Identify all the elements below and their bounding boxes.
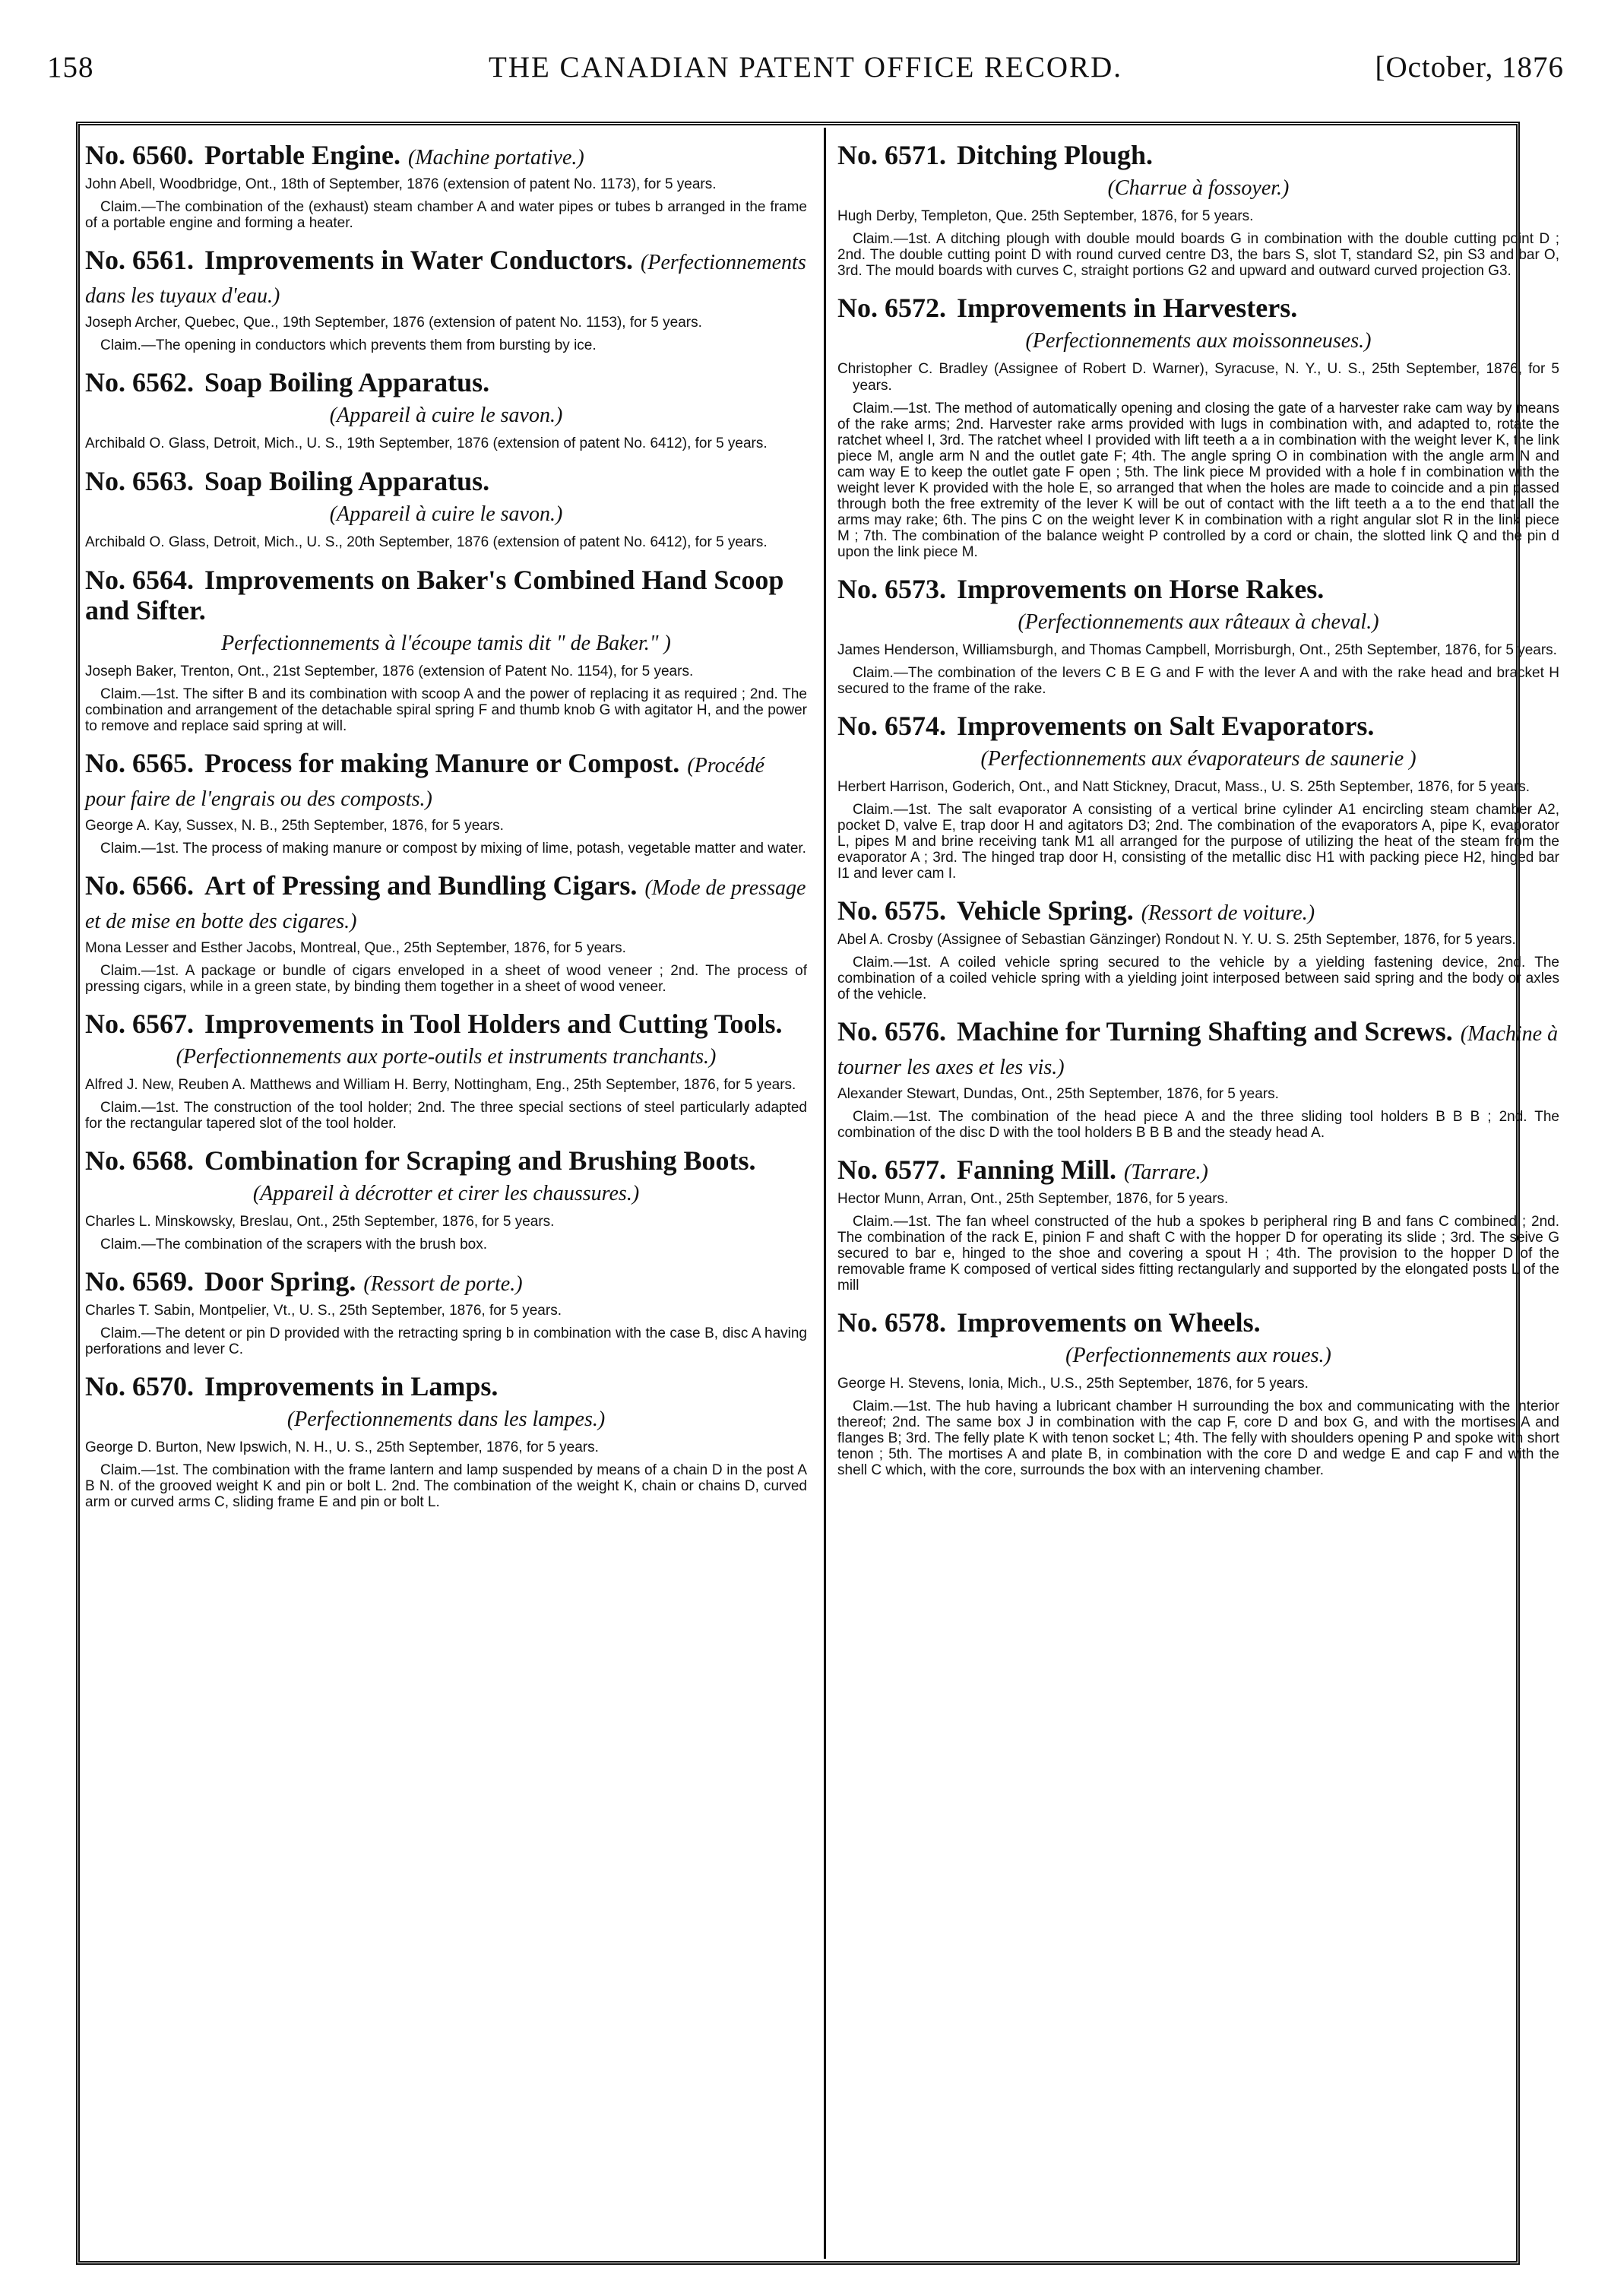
patent-claim: Claim.—1st. The construction of the tool holder; 2nd. The three special sections of steel particularly adapted for the rectangular tapered slot of the tool holder. bbox=[85, 1100, 807, 1132]
patent-heading bbox=[85, 748, 807, 815]
patent-number: No. 6577. bbox=[837, 1154, 946, 1185]
patent-heading bbox=[85, 140, 807, 173]
patent-heading bbox=[837, 1016, 1559, 1083]
patent-french-title: (Appareil à cuire le savon.) bbox=[329, 404, 563, 427]
patent-entry bbox=[85, 1009, 807, 1132]
patent-number: No. 6560. bbox=[85, 140, 194, 170]
patent-french-title: (Procédé pour faire de l'engrais ou des composts.) bbox=[85, 754, 764, 811]
patent-heading bbox=[85, 466, 807, 496]
patent-claim: Claim.—The combination of the scrapers with the brush box. bbox=[100, 1237, 488, 1253]
patent-title: Machine for Turning Shafting and Screws. bbox=[957, 1016, 1453, 1047]
patent-number: No. 6573. bbox=[837, 574, 946, 604]
patent-title: Fanning Mill. bbox=[957, 1154, 1117, 1185]
patent-entry bbox=[85, 748, 807, 857]
patent-heading bbox=[85, 1009, 807, 1039]
patent-number: No. 6568. bbox=[85, 1145, 194, 1176]
patent-title: Combination for Scraping and Brushing Boots. bbox=[204, 1145, 756, 1176]
patent-heading bbox=[837, 140, 1559, 170]
patent-french-title: (Machine à tourner les axes et les vis.) bbox=[837, 1022, 1559, 1079]
patent-applicant: Archibald O. Glass, Detroit, Mich., U. S., 19th September, 1876 (extension of patent No. 6412), for 5 years. bbox=[85, 435, 768, 451]
patent-claim: Claim.—1st. The combination of the head piece A and the three sliding tool holders B B B ; 2nd. The combination of the disc D with the tool holders B B B and the steady head A. bbox=[837, 1109, 1559, 1141]
patent-heading bbox=[837, 1307, 1559, 1338]
column-rule bbox=[824, 128, 826, 2259]
left-column bbox=[85, 140, 807, 1524]
patent-entry bbox=[85, 1371, 807, 1510]
patent-heading bbox=[837, 1154, 1559, 1188]
patent-entry bbox=[837, 293, 1559, 560]
patent-claim: Claim.—1st. A ditching plough with double mould boards G in combination with the double cutting point D ; 2nd. The double cutting point D with round curved centre D3, the bars S, slot T, standard S2, pin S3 and bar O, 3rd. The mould boards with curves C, straight portions G2 and upward and outward curved projection G3. bbox=[837, 231, 1559, 279]
patent-number: No. 6576. bbox=[837, 1016, 946, 1047]
patent-claim: Claim.—1st. A package or bundle of cigars enveloped in a sheet of wood veneer ; 2nd. The process of pressing cigars, while in a green state, by binding them together in a sheet of wood veneer. bbox=[85, 963, 807, 995]
patent-french-title: (Ressort de voiture.) bbox=[1141, 901, 1315, 925]
patent-heading bbox=[85, 245, 807, 312]
patent-number: No. 6566. bbox=[85, 870, 194, 901]
patent-french-title: Perfectionnements à l'écoupe tamis dit " de Baker." ) bbox=[221, 632, 671, 655]
patent-title: Improvements on Wheels. bbox=[957, 1307, 1261, 1338]
patent-applicant: Hugh Derby, Templeton, Que. 25th September, 1876, for 5 years. bbox=[837, 208, 1254, 224]
journal-title: THE CANADIAN PATENT OFFICE RECORD. bbox=[489, 51, 1122, 84]
patent-number: No. 6569. bbox=[85, 1266, 194, 1297]
patent-applicant: Alexander Stewart, Dundas, Ont., 25th September, 1876, for 5 years. bbox=[837, 1086, 1279, 1102]
patent-entry bbox=[837, 895, 1559, 1002]
patent-claim: Claim.—1st. The process of making manure or compost by mixing of lime, potash, vegetable matter and water. bbox=[100, 841, 806, 857]
patent-title: Ditching Plough. bbox=[957, 140, 1154, 170]
patent-applicant: Hector Munn, Arran, Ont., 25th September, 1876, for 5 years. bbox=[837, 1191, 1229, 1207]
patent-entry bbox=[837, 711, 1559, 882]
patent-claim: Claim.—The combination of the (exhaust) steam chamber A and water pipes or tubes b arranged in the frame of a portable engine and forming a heater. bbox=[85, 199, 807, 231]
patent-claim: Claim.—1st. The sifter B and its combination with scoop A and the power of replacing it as required ; 2nd. The combination and arrangement of the detachable spiral spring F and thumb knob G with agitator H, and the power to remove and replace said spring at will. bbox=[85, 686, 807, 734]
patent-applicant: Mona Lesser and Esther Jacobs, Montreal, Que., 25th September, 1876, for 5 years. bbox=[85, 940, 626, 956]
patent-applicant: George H. Stevens, Ionia, Mich., U.S., 25th September, 1876, for 5 years. bbox=[837, 1376, 1309, 1392]
patent-applicant: Charles L. Minskowsky, Breslau, Ont., 25th September, 1876, for 5 years. bbox=[85, 1214, 555, 1230]
patent-number: No. 6561. bbox=[85, 245, 194, 275]
patent-claim: Claim.—1st. The salt evaporator A consisting of a vertical brine cylinder A1 encircling steam chamber A2, pocket D, valve E, trap door H and agitators D3; 2nd. The combination of the evaporators A, pipe K, evaporator L, pipes M and brine receiving tank M1 all arranged for the purpose of utilizing the heat of the steam from the evaporator A ; 3rd. The hinged trap door H, consisting of the metallic disc H1 with packing piece H2, hinged bar I1 and lever cam I. bbox=[837, 802, 1559, 882]
patent-applicant: Archibald O. Glass, Detroit, Mich., U. S., 20th September, 1876 (extension of patent No. 6412), for 5 years. bbox=[85, 534, 768, 550]
patent-heading bbox=[837, 293, 1559, 323]
patent-french-title: (Perfectionnements dans les tuyaux d'eau.) bbox=[85, 251, 806, 308]
patent-title: Door Spring. bbox=[204, 1266, 356, 1297]
patent-heading bbox=[85, 367, 807, 397]
patent-french-title: (Perfectionnements aux porte-outils et instruments tranchants.) bbox=[176, 1045, 717, 1069]
issue-date: [October, 1876 bbox=[1375, 51, 1564, 84]
patent-heading bbox=[85, 870, 807, 937]
patent-title: Soap Boiling Apparatus. bbox=[204, 367, 490, 397]
patent-number: No. 6570. bbox=[85, 1371, 194, 1401]
patent-french-title: (Perfectionnements dans les lampes.) bbox=[286, 1408, 606, 1431]
patent-applicant: Joseph Baker, Trenton, Ont., 21st September, 1876 (extension of Patent No. 1154), for 5 years. bbox=[85, 663, 694, 679]
patent-entry bbox=[85, 367, 807, 452]
patent-title: Improvements in Tool Holders and Cutting Tools. bbox=[204, 1009, 783, 1039]
patent-heading bbox=[837, 895, 1559, 929]
patent-title: Improvements on Horse Rakes. bbox=[957, 574, 1325, 604]
patent-entry bbox=[85, 870, 807, 995]
patent-applicant: George A. Kay, Sussex, N. B., 25th September, 1876, for 5 years. bbox=[85, 818, 504, 834]
patent-applicant: Herbert Harrison, Goderich, Ont., and Natt Stickney, Dracut, Mass., U. S. 25th September, 1876, for 5 years. bbox=[837, 779, 1530, 795]
patent-french-title: (Tarrare.) bbox=[1124, 1161, 1208, 1184]
patent-claim: Claim.—1st. The hub having a lubricant chamber H surrounding the box and communicating with the interior thereof; 2nd. The same box J in combination with the cap F, core D and box G, and with the mortises A and flanges B; 3rd. The felly plate K with tenon socket L; 4th. The felly with shoulders opening P and spoke with short tenon ; 5th. The mortises A and plate B, in combination with the core D and wedge E and cap F and with the shell C which, with the core, surrounds the box with an intervening chamber. bbox=[837, 1398, 1559, 1478]
patent-title: Improvements on Baker's Combined Hand Scoop and Sifter. bbox=[85, 565, 784, 625]
patent-claim: Claim.—The detent or pin D provided with the retracting spring b in combination with the case B, disc A having perforations and lever C. bbox=[85, 1325, 807, 1357]
patent-entry bbox=[837, 1154, 1559, 1294]
patent-claim: Claim.—1st. The combination with the frame lantern and lamp suspended by means of a chain D in the post A B N. of the grooved weight K and pin or bolt L. 2nd. The combination of the weight K, chain or chains D, curved arm or curved arms C, sliding frame E and pin or bolt L. bbox=[85, 1462, 807, 1510]
patent-applicant: James Henderson, Williamsburgh, and Thomas Campbell, Morrisburgh, Ont., 25th September, 1876, for 5 years. bbox=[837, 642, 1557, 658]
patent-number: No. 6562. bbox=[85, 367, 194, 397]
patent-heading bbox=[85, 1371, 807, 1401]
patent-french-title: (Perfectionnements aux évaporateurs de saunerie ) bbox=[980, 747, 1416, 771]
patent-claim: Claim.—1st. The method of automatically opening and closing the gate of a harvester rake cam way by means of the rake arms; 2nd. Harvester rake arms provided with lugs in combination with, and adapted to, rotate the ratchet wheel I, 3rd. The ratchet wheel I provided with lift teeth a a in combination with the weight lever K, the link piece M, angle arm N and the outlet gate F; 4th. The angle spring O in combination with the angle arm N and cam way E to keep the outlet gate F open ; 5th. The link piece M provided with a hole f in combination with the weight lever K provided with the hole E, so arranged that when the holes are made to coincide and a pin passed through both the free extremity of the lever K will be out of contact with the lift teeth a a to the end that all the arms may rake; 6th. The pins C on the weight lever K in combination with a right angular slot R in the link piece M ; 7th. The combination of the balance weight P controlled by a cord or chain, the slotted link Q and the pin d upon the link piece M. bbox=[837, 401, 1559, 560]
patent-entry bbox=[837, 140, 1559, 279]
patent-claim: Claim.—1st. A coiled vehicle spring secured to the vehicle by a yielding fastening device, 2nd. The combination of a coiled vehicle spring with a yielding joint interposed between said spring and the body or axles of the vehicle. bbox=[837, 955, 1559, 1002]
patent-title: Vehicle Spring. bbox=[957, 895, 1134, 926]
right-column bbox=[837, 140, 1559, 1492]
patent-number: No. 6564. bbox=[85, 565, 194, 595]
patent-heading bbox=[85, 1266, 807, 1300]
running-head bbox=[47, 50, 1564, 87]
patent-entry bbox=[85, 1145, 807, 1253]
patent-entry bbox=[837, 1016, 1559, 1141]
patent-number: No. 6574. bbox=[837, 711, 946, 741]
patent-title: Process for making Manure or Compost. bbox=[204, 748, 680, 778]
patent-title: Improvements on Salt Evaporators. bbox=[957, 711, 1375, 741]
patent-number: No. 6567. bbox=[85, 1009, 194, 1039]
patent-entry bbox=[837, 1307, 1559, 1478]
patent-claim: Claim.—1st. The fan wheel constructed of the hub a spokes b peripheral ring B and fans C combined ; 2nd. The combination of the rack E, pinion F and shaft C with the hopper D for operating its slide ; 3rd. The seive G secured to bar e, hinged to the shoe and covering a spout H ; 4th. The provision to the hopper D of the removable frame K composed of vertical sides fitting rectangularly and supported by the elongated posts L of the mill bbox=[837, 1214, 1559, 1294]
patent-title: Portable Engine. bbox=[204, 140, 400, 170]
patent-french-title: (Appareil à décrotter et cirer les chaussures.) bbox=[252, 1182, 640, 1205]
patent-entry bbox=[837, 574, 1559, 697]
patent-french-title: (Charrue à fossoyer.) bbox=[1107, 176, 1290, 200]
patent-applicant: Charles T. Sabin, Montpelier, Vt., U. S., 25th September, 1876, for 5 years. bbox=[85, 1303, 562, 1319]
patent-number: No. 6572. bbox=[837, 293, 946, 323]
patent-french-title: (Machine portative.) bbox=[408, 146, 584, 169]
patent-entry bbox=[85, 245, 807, 353]
patent-entry bbox=[85, 466, 807, 551]
patent-heading bbox=[837, 574, 1559, 604]
patent-applicant: John Abell, Woodbridge, Ont., 18th of September, 1876 (extension of patent No. 1173), for 5 years. bbox=[85, 176, 717, 192]
patent-applicant: Alfred J. New, Reuben A. Matthews and William H. Berry, Nottingham, Eng., 25th September, 1876, for 5 years. bbox=[85, 1077, 796, 1093]
patent-number: No. 6571. bbox=[837, 140, 946, 170]
patent-applicant: Christopher C. Bradley (Assignee of Robert D. Warner), Syracuse, N. Y., U. S., 25th September, 1876, for 5 years. bbox=[837, 361, 1559, 394]
patent-heading bbox=[85, 1145, 807, 1176]
patent-claim: Claim.—The combination of the levers C B E G and F with the lever A and with the rake head and bracket H secured to the frame of the rake. bbox=[837, 665, 1559, 697]
patent-french-title: (Perfectionnements aux moissonneuses.) bbox=[1025, 329, 1372, 353]
patent-french-title: (Perfectionnements aux roues.) bbox=[1065, 1344, 1331, 1367]
patent-heading bbox=[85, 565, 807, 625]
patent-number: No. 6575. bbox=[837, 895, 946, 926]
patent-applicant: Abel A. Crosby (Assignee of Sebastian Gänzinger) Rondout N. Y. U. S. 25th September, 1876, for 5 years. bbox=[837, 932, 1516, 948]
patent-entry bbox=[85, 565, 807, 734]
patent-french-title: (Ressort de porte.) bbox=[363, 1272, 523, 1296]
patent-number: No. 6578. bbox=[837, 1307, 946, 1338]
patent-number: No. 6565. bbox=[85, 748, 194, 778]
patent-entry bbox=[85, 140, 807, 231]
patent-entry bbox=[85, 1266, 807, 1357]
patent-title: Soap Boiling Apparatus. bbox=[204, 466, 490, 496]
patent-claim: Claim.—The opening in conductors which prevents them from bursting by ice. bbox=[100, 337, 597, 353]
patent-french-title: (Perfectionnements aux râteaux à cheval.) bbox=[1018, 610, 1379, 634]
patent-title: Improvements in Harvesters. bbox=[957, 293, 1298, 323]
patent-title: Art of Pressing and Bundling Cigars. bbox=[204, 870, 638, 901]
patent-title: Improvements in Water Conductors. bbox=[204, 245, 634, 275]
patent-french-title: (Appareil à cuire le savon.) bbox=[329, 502, 563, 526]
patent-number: No. 6563. bbox=[85, 466, 194, 496]
patent-title: Improvements in Lamps. bbox=[204, 1371, 499, 1401]
patent-applicant: Joseph Archer, Quebec, Que., 19th September, 1876 (extension of patent No. 1153), for 5 years. bbox=[85, 315, 702, 331]
page-number: 158 bbox=[47, 51, 94, 84]
patent-applicant: George D. Burton, New Ipswich, N. H., U. S., 25th September, 1876, for 5 years. bbox=[85, 1439, 599, 1455]
patent-heading bbox=[837, 711, 1559, 741]
patent-french-title: (Mode de pressage et de mise en botte des cigares.) bbox=[85, 876, 806, 933]
